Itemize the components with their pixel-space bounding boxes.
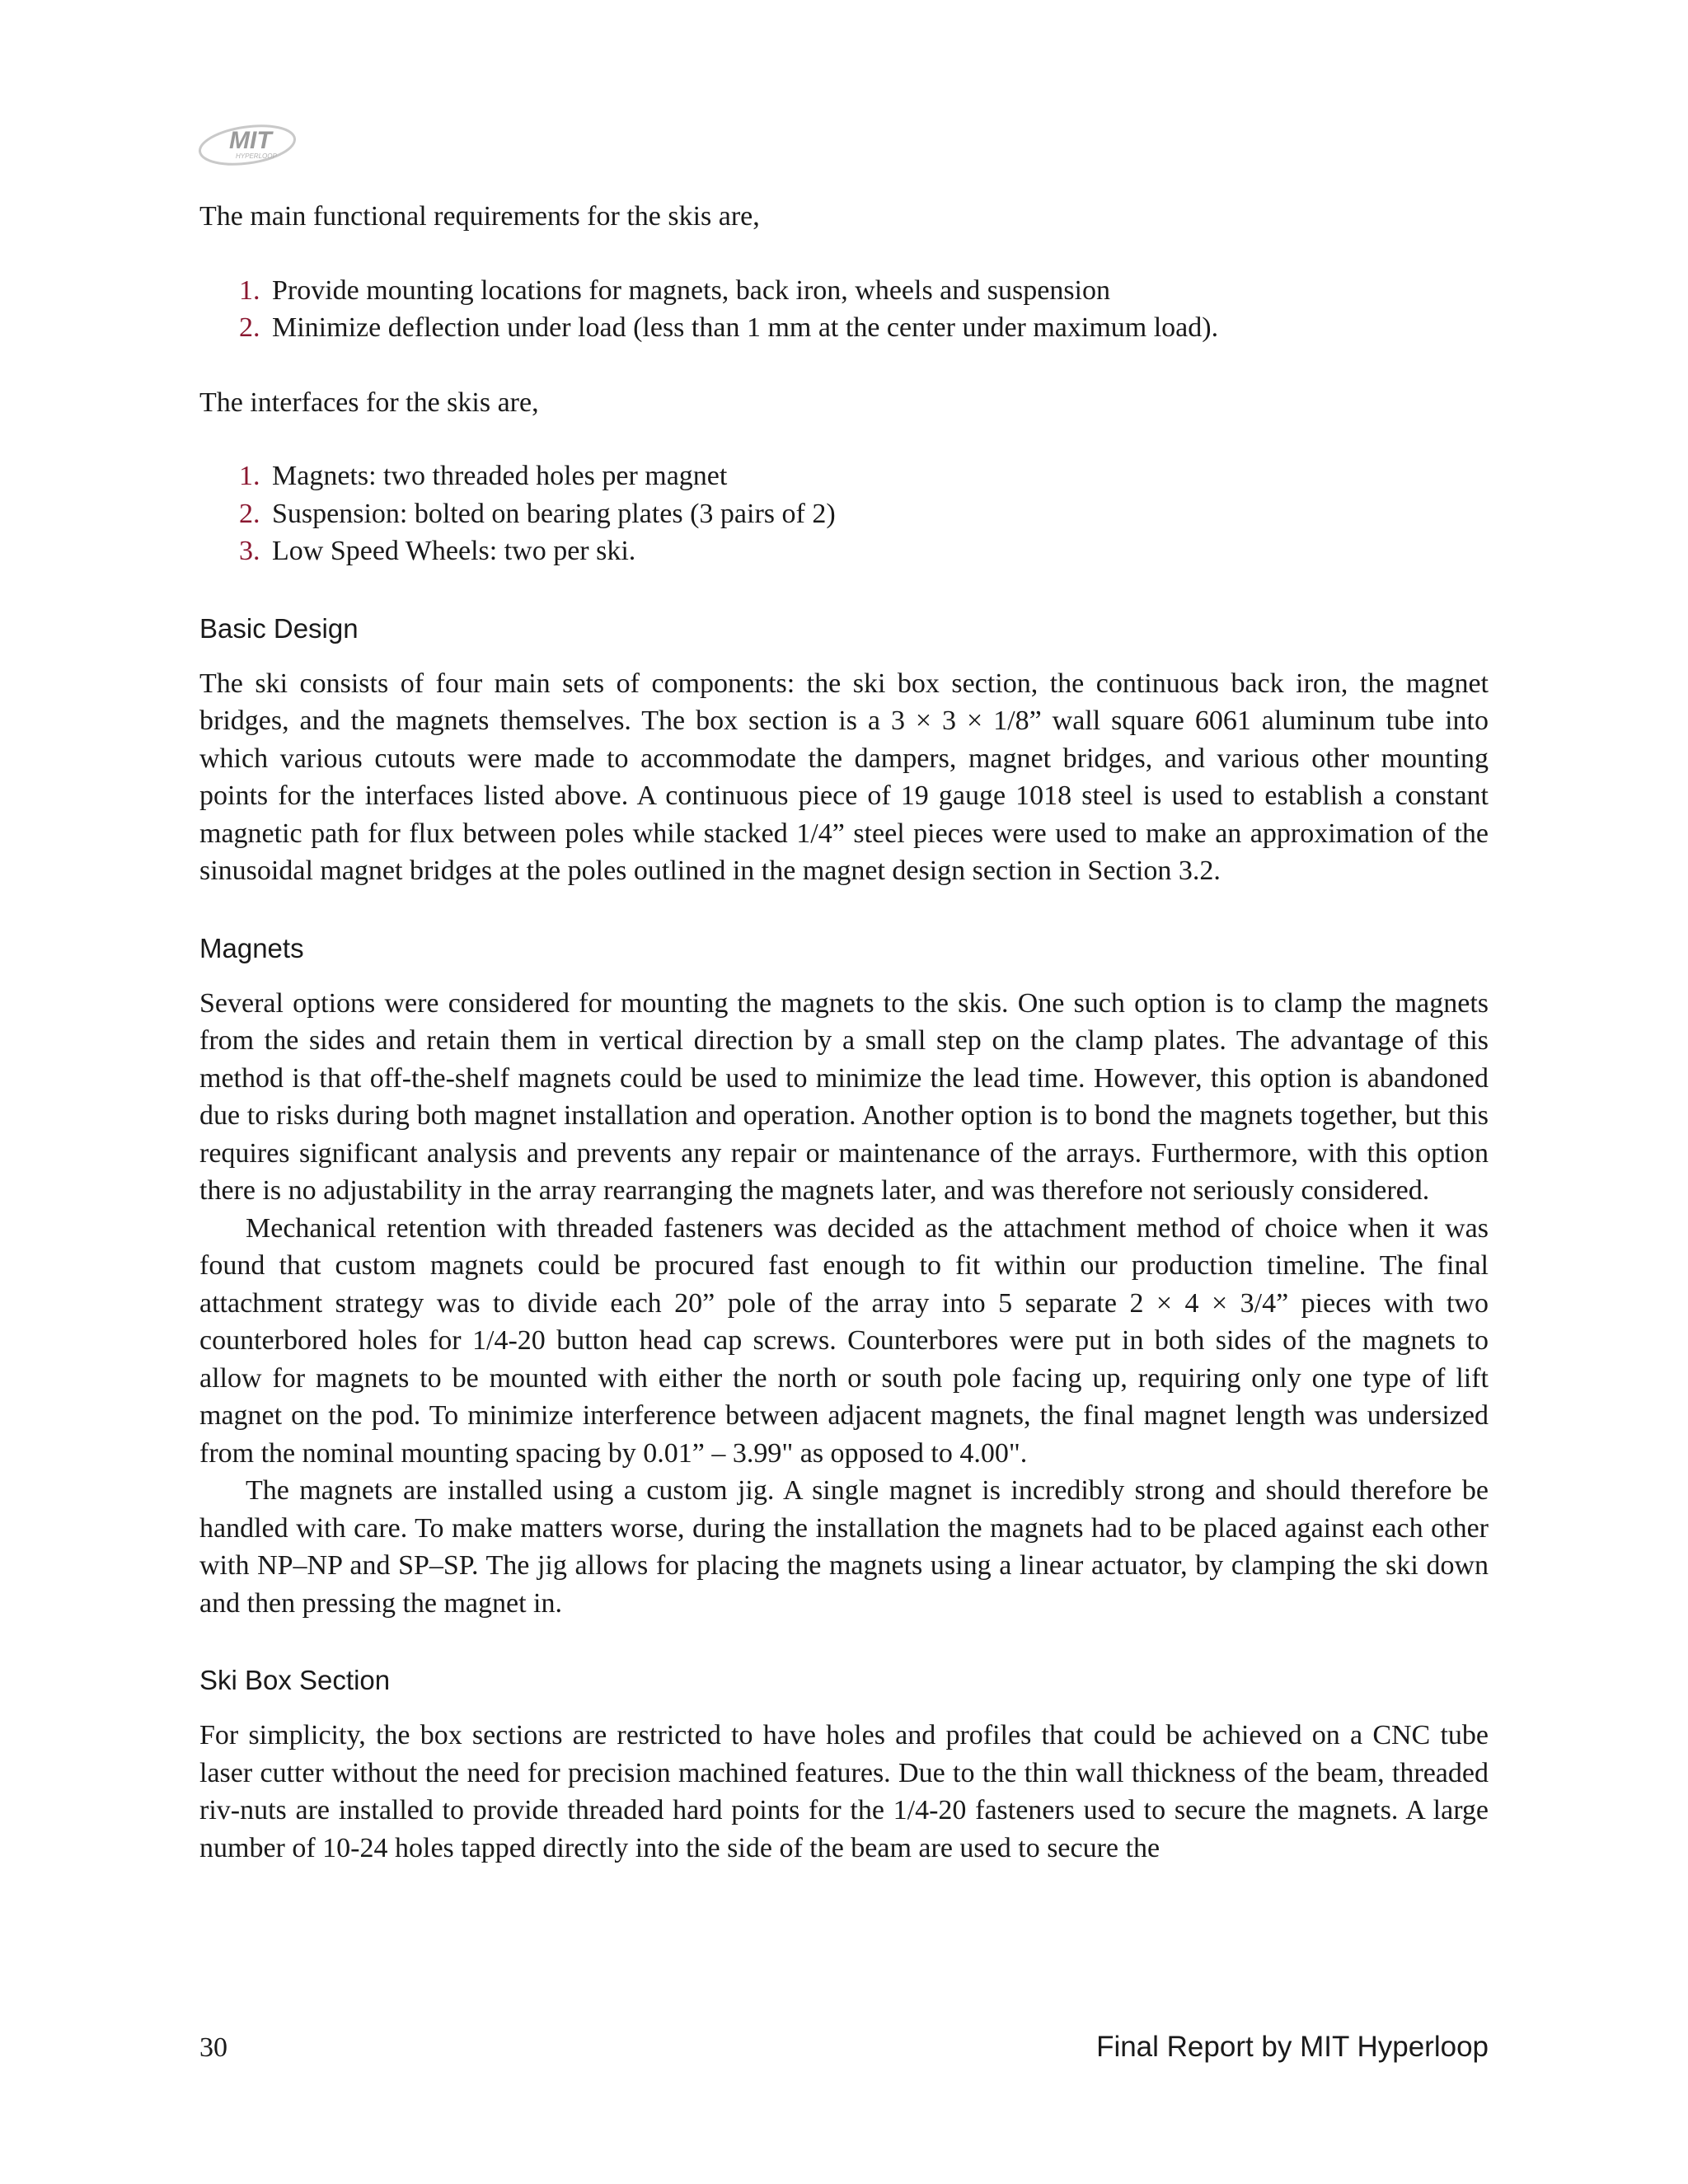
requirements-list (199, 272, 1489, 347)
paragraph: For simplicity, the box sections are restricted to have holes and profiles that could be achieved on a CNC tube laser cutter without the need for precision machined features. Due to the thin wall thickness of the beam, threaded riv-nuts are installed to provide threaded hard points for the 1/4-20 fasteners used to secure the magnets. A large number of 10-24 holes tapped directly into the side of the beam are used to secure the (199, 1720, 1489, 1863)
logo-subtext: HYPERLOOP (236, 152, 277, 160)
footer-title: Final Report by MIT Hyperloop (1096, 2031, 1489, 2063)
paragraph: Mechanical retention with threaded fasteners was decided as the attachment method of choice when it was found that custom magnets could be procured fast enough to fit within our production timeline. The final attachment strategy was to divide each 20” pole of the array into 5 separate 2 × 4 × 3/4” pieces with two counterbored holes for 1/4-20 button head cap screws. Counterbores were put in both sides of the magnets to allow for magnets to be mounted with either the north or south pole facing up, requiring only one type of lift magnet on the pod. To minimize interference between adjacent magnets, the final magnet length was undersized from the nominal mounting spacing by 0.01” – 3.99" as opposed to 4.00". (199, 1212, 1489, 1469)
page-number: 30 (199, 2032, 227, 2063)
logo-text: MIT (229, 127, 272, 154)
list-number: 1. (239, 274, 260, 306)
list-item-text: Minimize deflection under load (less than 1 mm at the center under maximum load). (272, 312, 1219, 343)
list-item (239, 495, 1489, 533)
section-heading-basic-design: Basic Design (199, 612, 359, 644)
paragraph: The magnets are installed using a custom jig. A single magnet is incredibly strong and should therefore be handled with care. To make matters worse, during the installation the magnets had to be placed against each other with NP–NP and SP–SP. The jig allows for placing the magnets using a linear actuator, by clamping the ski down and then pressing the magnet in. (199, 1475, 1489, 1619)
section-heading-magnets: Magnets (199, 932, 304, 963)
interfaces-intro: The interfaces for the skis are, (199, 387, 539, 418)
list-item-text: Provide mounting locations for magnets, back iron, wheels and suspension (272, 274, 1110, 306)
interfaces-list (199, 457, 1489, 570)
list-item (239, 457, 1489, 495)
list-item-text: Low Speed Wheels: two per ski. (272, 536, 636, 566)
main-content (199, 198, 1489, 1867)
mit-hyperloop-logo (198, 117, 300, 171)
list-number: 3. (239, 536, 260, 566)
section-heading-ski-box-section: Ski Box Section (199, 1665, 391, 1695)
paragraph: The ski consists of four main sets of components: the ski box section, the continuous back iron, the magnet bridges, and the magnets themselves. The box section is a 3 × 3 × 1/8” wall square 6061 aluminum tube into which various cutouts were made to accommodate the dampers, magnet bridges, and various other mounting points for the interfaces listed above. A continuous piece of 19 gauge 1018 steel is used to establish a constant magnetic path for flux between poles while stacked 1/4” steel pieces were used to make an approximation of the sinusoidal magnet bridges at the poles outlined in the magnet design section in Section 3.2. (199, 668, 1489, 886)
list-number: 2. (239, 312, 260, 343)
list-item (239, 309, 1489, 347)
list-item-text: Magnets: two threaded holes per magnet (272, 461, 728, 491)
list-item-text: Suspension: bolted on bearing plates (3 pairs of 2) (272, 498, 836, 529)
requirements-intro: The main functional requirements for the skis are, (199, 201, 760, 232)
list-item (239, 272, 1489, 310)
paragraph: Several options were considered for mounting the magnets to the skis. One such option is to clamp the magnets from the sides and retain them in vertical direction by a small step on the clamp plates. The advantage of this method is that off-the-shelf magnets could be used to minimize the lead time. However, this option is abandoned due to risks during both magnet installation and operation. Another option is to bond the magnets together, but this requires significant analysis and prevents any repair or maintenance of the arrays. Furthermore, with this option there is no adjustability in the array rearranging the magnets later, and was therefore not seriously considered. (199, 987, 1489, 1206)
list-number: 2. (239, 498, 260, 529)
list-item (239, 532, 1489, 570)
list-number: 1. (239, 461, 260, 491)
